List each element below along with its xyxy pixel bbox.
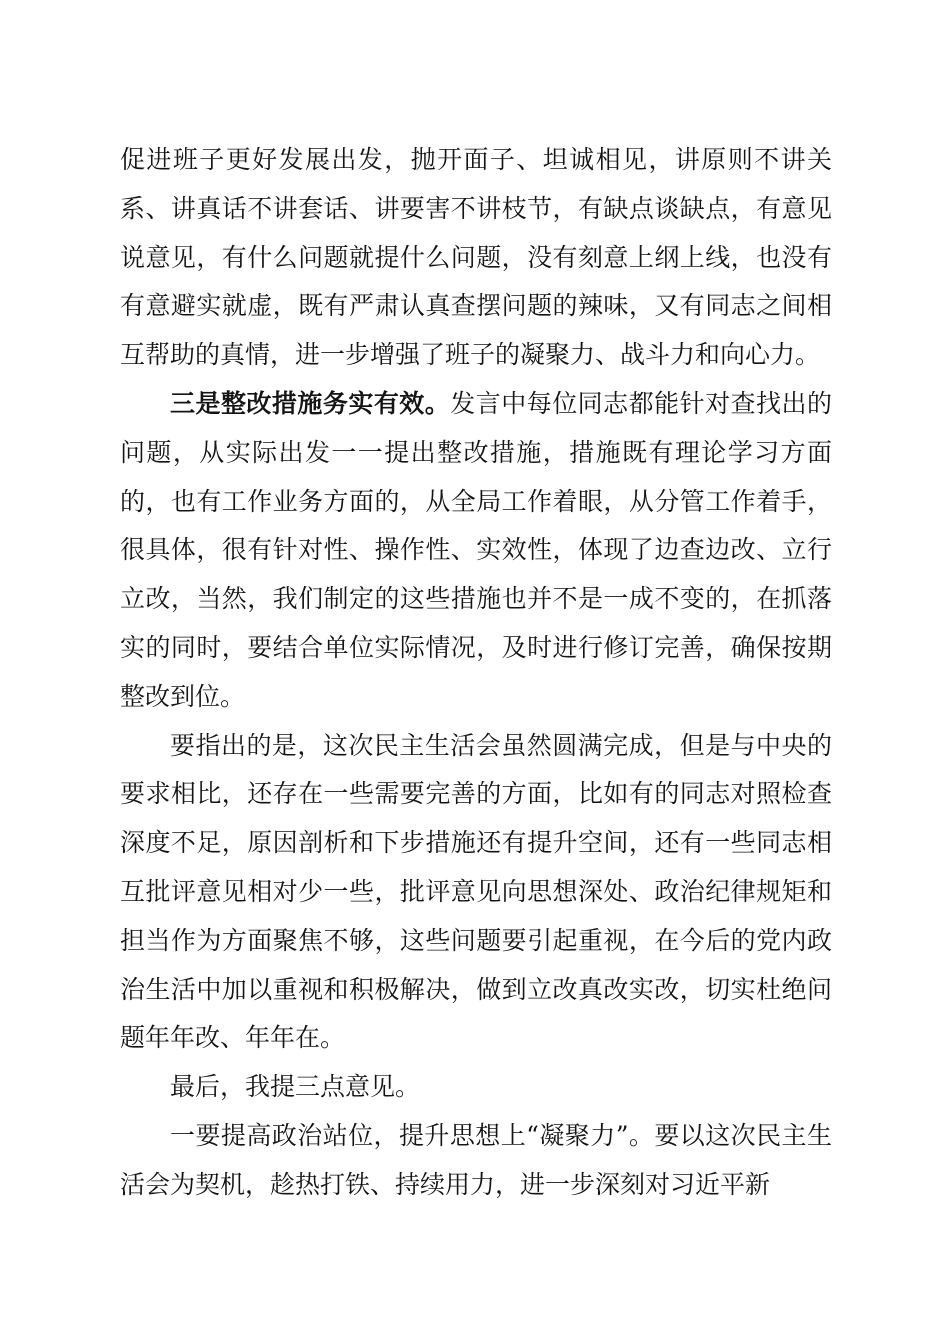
paragraph-heading: 三是整改措施务实有效。 [170, 388, 451, 418]
paragraph-continuation [120, 136, 832, 380]
paragraph-first-point [120, 1112, 832, 1210]
paragraph-text: 发言中每位同志都能针对查找出的问题，从实际出发一一提出整改措施，措施既有理论学习方面的，也有工作业务方面的，从全局工作着眼，从分管工作着手，很具体，很有针对性、操作性、实效性，体现了边查边改、立行立改，当然，我们制定的这些措施也并不是一成不变的，在抓落实的同时，要结合单位实际情况，及时进行修订完善，确保按期整改到位。 [120, 388, 832, 711]
paragraph-shortcomings [120, 722, 832, 1064]
paragraph-text: 促进班子更好发展出发，抛开面子、坦诚相见，讲原则不讲关系、讲真话不讲套话、讲要害不讲枝节，有缺点谈缺点，有意见说意见，有什么问题就提什么问题，没有刻意上纲上线，也没有有意避实就虚，既有严肃认真查摆问题的辣味，又有同志之间相互帮助的真情，进一步增强了班子的凝聚力、战斗力和向心力。 [120, 145, 832, 370]
paragraph-text: 最后，我提三点意见。 [170, 1072, 421, 1102]
paragraph-closing-intro [120, 1063, 832, 1112]
body-text [120, 136, 832, 1210]
paragraph-text: 要指出的是，这次民主生活会虽然圆满完成，但是与中央的要求相比，还存在一些需要完善的方面，比如有的同志对照检查深度不足，原因剖析和下步措施还有提升空间，还有一些同志相互批评意见相对少一些，批评意见向思想深处、政治纪律规矩和担当作为方面聚焦不够，这些问题要引起重视，在今后的党内政治生活中加以重视和积极解决，做到立改真改实改，切实杜绝问题年年改、年年在。 [120, 730, 832, 1053]
paragraph-text: 一要提高政治站位，提升思想上“凝聚力”。要以这次民主生活会为契机，趁热打铁、持续用力，进一步深刻对习近平新 [120, 1120, 832, 1199]
paragraph-rectification-measures [120, 380, 832, 722]
